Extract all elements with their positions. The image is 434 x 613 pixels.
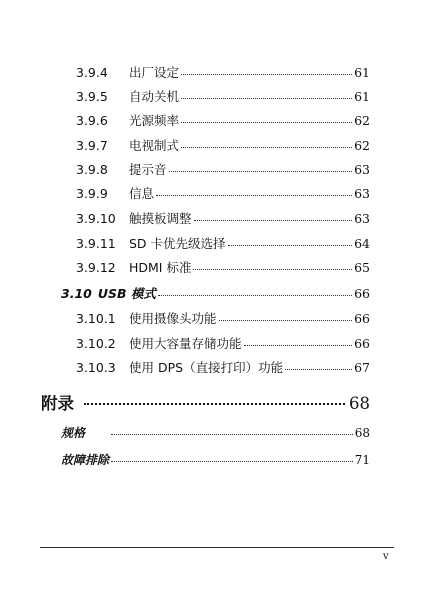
toc-entry-title: 信息: [129, 186, 155, 201]
toc-entry: [76, 358, 370, 376]
toc-entry: [76, 63, 370, 81]
toc-entry: [76, 209, 370, 227]
toc-entry-number: 3.9.8: [76, 162, 108, 177]
toc-chapter-page: 68: [349, 394, 370, 413]
toc-entry-page: 66: [354, 311, 370, 326]
dot-leader: [193, 269, 352, 270]
toc-appendix-entry: [61, 424, 370, 441]
toc-entry-title: 自动关机: [129, 89, 180, 104]
dot-leader: [111, 461, 353, 462]
toc-entry-page: 63: [354, 162, 370, 177]
dot-leader: [181, 98, 352, 99]
toc-appendix-page: 68: [354, 426, 370, 440]
toc-appendix-title: 规格: [61, 426, 86, 440]
toc-entry-page: 62: [354, 113, 370, 128]
toc-entry-number: 3.9.9: [76, 186, 108, 201]
toc-entry: [76, 309, 370, 327]
toc-entry-title: 光源频率: [129, 113, 180, 128]
toc-entry-page: 61: [354, 89, 370, 104]
toc-chapter-title: 附录: [41, 394, 74, 413]
footer-page-number: v: [383, 551, 389, 562]
toc-entry: [76, 136, 370, 154]
toc-entry-page: 63: [354, 186, 370, 201]
toc-entry-title: HDMI 标准: [129, 260, 192, 275]
toc-entry: [76, 184, 370, 202]
dot-leader: [181, 122, 352, 123]
toc-entry-page: 61: [354, 65, 370, 80]
toc-entry: [76, 160, 370, 178]
toc-entry-title: 使用大容量存储功能: [129, 336, 242, 351]
dot-leader: [84, 403, 345, 405]
dot-leader: [219, 320, 353, 321]
toc-entry-page: 62: [354, 138, 370, 153]
dot-leader: [158, 295, 352, 296]
dot-leader: [181, 147, 352, 148]
toc-entry-page: 66: [354, 336, 370, 351]
toc-entry-number: 3.9.5: [76, 89, 108, 104]
footer-rule: [40, 547, 394, 548]
toc-entry-title: 提示音: [129, 162, 167, 177]
toc-entry: [76, 258, 370, 276]
toc-entry-number: 3.10.2: [76, 336, 116, 351]
toc-entry-title: 出厂设定: [129, 65, 180, 80]
toc-entry: [76, 111, 370, 129]
dot-leader: [194, 220, 353, 221]
toc-appendix-title: 故障排除: [61, 453, 110, 467]
toc-entry-number: 3.10.3: [76, 360, 116, 375]
toc-entry-page: 63: [354, 211, 370, 226]
toc-entry-page: 64: [354, 236, 370, 251]
toc-entry-title: 触摸板调整: [129, 211, 192, 226]
dot-leader: [111, 434, 353, 435]
toc-section-entry: [61, 284, 370, 302]
toc-section-number: 3.10: [61, 286, 92, 301]
toc-entry-number: 3.10.1: [76, 311, 116, 326]
toc-entry-number: 3.9.11: [76, 236, 116, 251]
toc-entry: [76, 234, 370, 252]
dot-leader: [228, 245, 353, 246]
toc-entry-title: 使用 DPS（直接打印）功能: [129, 360, 284, 375]
toc-entry-title: 使用摄像头功能: [129, 311, 217, 326]
toc-chapter-entry: [41, 390, 370, 414]
toc-entry: [76, 334, 370, 352]
dot-leader: [156, 195, 352, 196]
toc-entry-number: 3.9.7: [76, 138, 108, 153]
toc-entry-page: 65: [354, 260, 370, 275]
toc-entry-page: 67: [354, 360, 370, 375]
dot-leader: [285, 369, 352, 370]
dot-leader: [181, 74, 352, 75]
toc-entry-number: 3.9.12: [76, 260, 116, 275]
toc-appendix-page: 71: [354, 453, 370, 467]
toc-section-page: 66: [354, 286, 370, 301]
toc-appendix-entry: [61, 451, 370, 468]
toc-entry-number: 3.9.10: [76, 211, 116, 226]
toc-entry: [76, 87, 370, 105]
dot-leader: [169, 171, 353, 172]
dot-leader: [244, 345, 353, 346]
toc-entry-number: 3.9.4: [76, 65, 108, 80]
toc-entry-number: 3.9.6: [76, 113, 108, 128]
toc-section-title: USB 模式: [97, 286, 156, 301]
toc-entry-title: 电视制式: [129, 138, 180, 153]
toc-entry-title: SD 卡优先级选择: [129, 236, 226, 251]
